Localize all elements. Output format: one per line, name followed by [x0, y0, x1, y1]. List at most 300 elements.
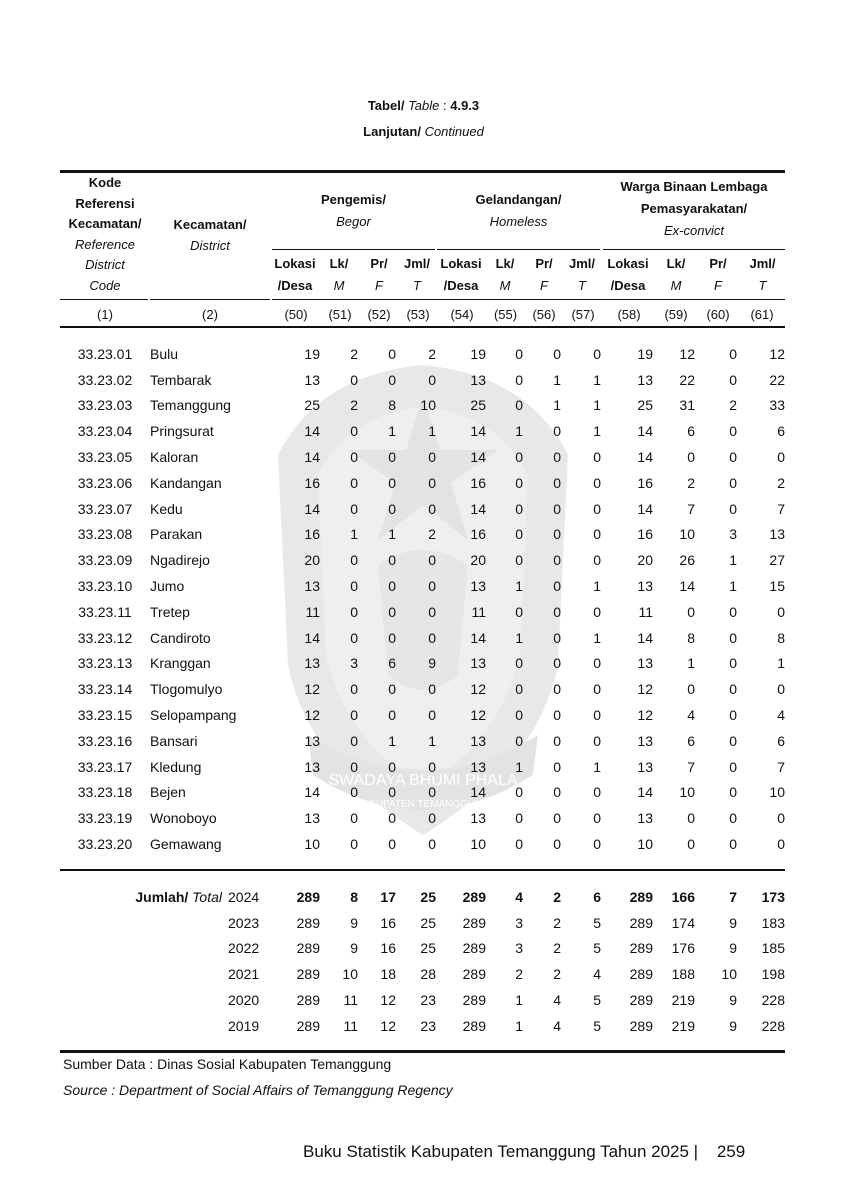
- value-cell: 0: [428, 371, 436, 388]
- value-cell: 0: [515, 784, 523, 801]
- value-cell: 0: [515, 474, 523, 491]
- source-en: Source : Department of Social Affairs of Temanggung Regency: [63, 1082, 453, 1098]
- total-value-cell: 4: [553, 1017, 561, 1034]
- colnum-58: (58): [617, 307, 641, 322]
- total-row: [60, 910, 785, 936]
- value-cell: 0: [428, 474, 436, 491]
- colnum-1: (1): [97, 307, 113, 322]
- totals-table: [60, 884, 785, 1039]
- value-cell: 0: [593, 449, 601, 466]
- district-code: 33.23.12: [77, 629, 133, 646]
- district-name: Gemawang: [150, 836, 222, 853]
- value-cell: 13: [470, 758, 486, 775]
- value-cell: 0: [729, 836, 737, 853]
- total-value-cell: 17: [380, 888, 396, 905]
- value-cell: 0: [388, 707, 396, 724]
- total-value-cell: 16: [380, 940, 396, 957]
- value-cell: 31: [679, 397, 695, 414]
- total-value-cell: 228: [761, 1017, 785, 1034]
- subheader-lk-3: Lk/ M: [666, 256, 686, 293]
- value-cell: 0: [593, 500, 601, 517]
- value-cell: 6: [687, 423, 695, 440]
- value-cell: 4: [777, 707, 785, 724]
- value-cell: 25: [304, 397, 320, 414]
- value-cell: 0: [729, 810, 737, 827]
- value-cell: 14: [637, 629, 653, 646]
- value-cell: 0: [350, 474, 358, 491]
- total-label-empty: [60, 1013, 228, 1039]
- value-cell: 12: [304, 681, 320, 698]
- header-code: Kode Referensi Kecamatan/ Reference District Code: [68, 175, 142, 293]
- value-cell: 1: [777, 655, 785, 672]
- group-rule-3: [603, 249, 785, 250]
- value-cell: 0: [515, 603, 523, 620]
- value-cell: 13: [769, 526, 785, 543]
- value-cell: 0: [428, 707, 436, 724]
- table-row: [60, 754, 785, 780]
- value-cell: 14: [304, 629, 320, 646]
- total-value-cell: 289: [462, 992, 486, 1009]
- total-row: [60, 961, 785, 987]
- total-value-cell: 1: [515, 1017, 523, 1034]
- total-value-cell: 10: [342, 966, 358, 983]
- total-value-cell: 289: [629, 940, 653, 957]
- district-code: 33.23.07: [77, 500, 133, 517]
- total-value-cell: 2: [515, 966, 523, 983]
- district-code: 33.23.14: [77, 681, 133, 698]
- value-cell: 4: [687, 707, 695, 724]
- value-cell: 2: [687, 474, 695, 491]
- district-code: 33.23.17: [77, 758, 133, 775]
- value-cell: 25: [470, 397, 486, 414]
- value-cell: 0: [428, 784, 436, 801]
- value-cell: 3: [350, 655, 358, 672]
- value-cell: 0: [553, 732, 561, 749]
- value-cell: 0: [515, 449, 523, 466]
- value-cell: 12: [679, 345, 695, 362]
- total-value-cell: 198: [761, 966, 785, 983]
- value-cell: 10: [679, 526, 695, 543]
- value-cell: 14: [304, 449, 320, 466]
- district-name: Pringsurat: [150, 423, 214, 440]
- total-value-cell: 2: [553, 966, 561, 983]
- value-cell: 8: [777, 629, 785, 646]
- value-cell: 0: [729, 449, 737, 466]
- total-value-cell: 8: [350, 888, 358, 905]
- value-cell: 10: [679, 784, 695, 801]
- page-footer: [303, 1142, 745, 1162]
- subheader-lokasi-1: Lokasi /Desa: [274, 256, 316, 293]
- total-value-cell: 219: [671, 992, 695, 1009]
- value-cell: 12: [637, 707, 653, 724]
- value-cell: 0: [350, 784, 358, 801]
- value-cell: 1: [593, 629, 601, 646]
- value-cell: 14: [637, 449, 653, 466]
- table-row: [60, 444, 785, 470]
- value-cell: 0: [388, 758, 396, 775]
- footer-book-title: Buku Statistik Kabupaten Temanggung Tahun 2025 |: [303, 1142, 699, 1161]
- value-cell: 0: [388, 578, 396, 595]
- total-value-cell: 12: [380, 1017, 396, 1034]
- value-cell: 1: [388, 526, 396, 543]
- subheader-pr-1: Pr/ F: [370, 256, 388, 293]
- district-name: Kaloran: [150, 449, 199, 466]
- total-value-cell: 6: [593, 888, 601, 905]
- value-cell: 0: [593, 732, 601, 749]
- table-row: [60, 651, 785, 677]
- value-cell: 13: [637, 371, 653, 388]
- total-value-cell: 23: [420, 1017, 436, 1034]
- district-name: Temanggung: [150, 397, 231, 414]
- value-cell: 0: [593, 552, 601, 569]
- total-row: [60, 1013, 785, 1039]
- value-cell: 0: [515, 397, 523, 414]
- value-cell: 0: [428, 836, 436, 853]
- district-name: Jumo: [150, 578, 185, 595]
- value-cell: 13: [304, 655, 320, 672]
- value-cell: 0: [777, 810, 785, 827]
- value-cell: 0: [729, 707, 737, 724]
- value-cell: 1: [515, 629, 523, 646]
- total-value-cell: 289: [296, 966, 320, 983]
- value-cell: 13: [470, 371, 486, 388]
- value-cell: 0: [553, 474, 561, 491]
- value-cell: 11: [638, 603, 653, 620]
- value-cell: 13: [637, 578, 653, 595]
- value-cell: 14: [679, 578, 695, 595]
- value-cell: 0: [388, 500, 396, 517]
- total-value-cell: 2: [553, 888, 561, 905]
- district-name: Bansari: [150, 732, 198, 749]
- district-code: 33.23.15: [77, 707, 133, 724]
- value-cell: 14: [470, 629, 486, 646]
- value-cell: 6: [687, 732, 695, 749]
- total-year: 2022: [228, 940, 260, 957]
- subheader-lk-2: Lk/ M: [495, 256, 515, 293]
- total-value-cell: 176: [671, 940, 695, 957]
- value-cell: 6: [777, 732, 785, 749]
- value-cell: 19: [470, 345, 486, 362]
- total-value-cell: 289: [462, 888, 486, 905]
- value-cell: 0: [388, 603, 396, 620]
- value-cell: 0: [388, 449, 396, 466]
- bottom-rule: [60, 1050, 785, 1053]
- value-cell: 0: [388, 836, 396, 853]
- value-cell: 0: [553, 578, 561, 595]
- total-value-cell: 25: [420, 888, 436, 905]
- total-value-cell: 12: [380, 992, 396, 1009]
- total-value-cell: 5: [593, 940, 601, 957]
- code-rule: [60, 299, 148, 300]
- value-cell: 9: [428, 655, 436, 672]
- value-cell: 13: [470, 732, 486, 749]
- value-cell: 13: [304, 732, 320, 749]
- value-cell: 13: [304, 758, 320, 775]
- total-value-cell: 289: [629, 888, 653, 905]
- value-cell: 0: [428, 449, 436, 466]
- colnum-53: (53): [406, 307, 430, 322]
- total-label-empty: [60, 961, 228, 987]
- value-cell: 1: [388, 732, 396, 749]
- value-cell: 0: [553, 449, 561, 466]
- subheader-lk-1: Lk/ M: [329, 256, 349, 293]
- total-value-cell: 2: [553, 914, 561, 931]
- value-cell: 14: [304, 500, 320, 517]
- district-name: Tretep: [150, 603, 190, 620]
- value-cell: 0: [350, 732, 358, 749]
- value-cell: 0: [777, 449, 785, 466]
- total-year: 2019: [228, 1017, 260, 1034]
- district-code: 33.23.11: [78, 603, 132, 620]
- total-label-empty: [60, 910, 228, 936]
- value-cell: 1: [428, 423, 436, 440]
- colnum-60: (60): [706, 307, 730, 322]
- district-name: Bulu: [150, 345, 179, 362]
- value-cell: 16: [470, 526, 486, 543]
- total-value-cell: 18: [380, 966, 396, 983]
- header-group-exconvict: Warga Binaan Lembaga Pemasyarakatan/ Ex-convict: [620, 179, 768, 238]
- value-cell: 12: [304, 707, 320, 724]
- table-row: [60, 496, 785, 522]
- value-cell: 0: [553, 603, 561, 620]
- total-value-cell: 7: [729, 888, 737, 905]
- value-cell: 12: [769, 345, 785, 362]
- value-cell: 0: [515, 500, 523, 517]
- value-cell: 19: [304, 345, 320, 362]
- subheader-jml-1: Jml/ T: [403, 256, 430, 293]
- value-cell: 0: [428, 552, 436, 569]
- value-cell: 33: [769, 397, 785, 414]
- value-cell: 3: [729, 526, 737, 543]
- value-cell: 16: [304, 474, 320, 491]
- district-code: 33.23.19: [77, 810, 133, 827]
- value-cell: 0: [687, 810, 695, 827]
- total-value-cell: 183: [761, 914, 785, 931]
- group-rule-2: [437, 249, 600, 250]
- table-row: [60, 522, 785, 548]
- district-code: 33.23.05: [77, 449, 133, 466]
- value-cell: 6: [777, 423, 785, 440]
- value-cell: 1: [729, 578, 737, 595]
- total-year: 2021: [228, 966, 260, 983]
- value-cell: 0: [388, 784, 396, 801]
- value-cell: 0: [515, 681, 523, 698]
- value-cell: 0: [515, 732, 523, 749]
- value-cell: 1: [553, 371, 561, 388]
- district-name: Tembarak: [150, 371, 212, 388]
- value-cell: 14: [304, 423, 320, 440]
- total-value-cell: 3: [515, 914, 523, 931]
- value-cell: 0: [428, 629, 436, 646]
- value-cell: 0: [350, 758, 358, 775]
- value-cell: 0: [553, 526, 561, 543]
- value-cell: 13: [637, 758, 653, 775]
- value-cell: 20: [304, 552, 320, 569]
- district-code: 33.23.09: [77, 552, 133, 569]
- total-value-cell: 5: [593, 992, 601, 1009]
- value-cell: 0: [350, 681, 358, 698]
- value-cell: 22: [769, 371, 785, 388]
- value-cell: 13: [304, 578, 320, 595]
- value-cell: 0: [729, 732, 737, 749]
- value-cell: 13: [304, 810, 320, 827]
- table-row: [60, 625, 785, 651]
- total-value-cell: 16: [380, 914, 396, 931]
- value-cell: 7: [777, 500, 785, 517]
- value-cell: 1: [350, 526, 358, 543]
- total-value-cell: 10: [721, 966, 737, 983]
- value-cell: 0: [428, 810, 436, 827]
- value-cell: 7: [687, 758, 695, 775]
- total-value-cell: 9: [729, 940, 737, 957]
- value-cell: 1: [553, 397, 561, 414]
- total-label-empty: [60, 987, 228, 1013]
- total-value-cell: 173: [761, 888, 785, 905]
- subheader-pr-3: Pr/ F: [709, 256, 727, 293]
- value-cell: 12: [637, 681, 653, 698]
- total-value-cell: 289: [296, 940, 320, 957]
- subheader-lokasi-2: Lokasi /Desa: [440, 256, 482, 293]
- district-name: Selopampang: [150, 707, 237, 724]
- value-cell: 11: [305, 603, 320, 620]
- total-value-cell: 289: [296, 1017, 320, 1034]
- total-value-cell: 9: [729, 914, 737, 931]
- value-cell: 0: [553, 629, 561, 646]
- total-row: [60, 936, 785, 962]
- total-value-cell: 11: [343, 1017, 358, 1034]
- value-cell: 14: [470, 500, 486, 517]
- value-cell: 7: [777, 758, 785, 775]
- table-title: Tabel/ Table : 4.9.3: [367, 98, 480, 113]
- value-cell: 0: [553, 345, 561, 362]
- total-row: [60, 987, 785, 1013]
- value-cell: 0: [687, 836, 695, 853]
- value-cell: 12: [470, 707, 486, 724]
- value-cell: 15: [769, 578, 785, 595]
- district-name: Candiroto: [150, 629, 211, 646]
- value-cell: 0: [515, 345, 523, 362]
- value-cell: 0: [388, 629, 396, 646]
- header-group-homeless: Gelandangan/ Homeless: [475, 192, 562, 229]
- table-row: [60, 780, 785, 806]
- value-cell: 0: [428, 758, 436, 775]
- value-cell: 0: [729, 655, 737, 672]
- value-cell: 0: [729, 758, 737, 775]
- value-cell: 0: [729, 423, 737, 440]
- district-code: 33.23.02: [77, 371, 133, 388]
- total-value-cell: 4: [593, 966, 601, 983]
- total-value-cell: 4: [515, 888, 523, 905]
- colnum-59: (59): [664, 307, 688, 322]
- value-cell: 0: [350, 836, 358, 853]
- total-value-cell: 9: [729, 992, 737, 1009]
- value-cell: 14: [470, 784, 486, 801]
- subheader-jml-3: Jml/ T: [749, 256, 776, 293]
- colnum-56: (56): [532, 307, 556, 322]
- district-name: Bejen: [150, 784, 186, 801]
- total-value-cell: 289: [629, 1017, 653, 1034]
- value-cell: 0: [553, 681, 561, 698]
- value-cell: 0: [553, 810, 561, 827]
- table-row: [60, 831, 785, 857]
- value-cell: 0: [593, 707, 601, 724]
- total-value-cell: 289: [629, 992, 653, 1009]
- value-cell: 0: [729, 603, 737, 620]
- value-cell: 14: [470, 423, 486, 440]
- value-cell: 0: [350, 552, 358, 569]
- value-cell: 0: [388, 474, 396, 491]
- value-cell: 27: [769, 552, 785, 569]
- value-cell: 0: [729, 681, 737, 698]
- total-year: 2020: [228, 992, 260, 1009]
- value-cell: 0: [687, 449, 695, 466]
- value-cell: 0: [553, 758, 561, 775]
- value-cell: 11: [471, 603, 486, 620]
- total-rule: [60, 869, 785, 871]
- district-code: 33.23.03: [77, 397, 133, 414]
- value-cell: 1: [593, 423, 601, 440]
- value-cell: 0: [388, 371, 396, 388]
- value-cell: 16: [470, 474, 486, 491]
- value-cell: 2: [729, 397, 737, 414]
- page-number: 259: [716, 1142, 746, 1161]
- total-value-cell: 9: [350, 940, 358, 957]
- total-value-cell: 25: [420, 940, 436, 957]
- value-cell: 0: [350, 578, 358, 595]
- value-cell: 14: [637, 500, 653, 517]
- total-value-cell: 5: [593, 1017, 601, 1034]
- value-cell: 0: [777, 603, 785, 620]
- value-cell: 0: [729, 500, 737, 517]
- district-name: Wonoboyo: [150, 810, 217, 827]
- header-group-beggar: Pengemis/ Begor: [320, 192, 387, 229]
- value-cell: 0: [515, 371, 523, 388]
- district-code: 33.23.20: [77, 836, 133, 853]
- value-cell: 0: [777, 836, 785, 853]
- subheader-jml-2: Jml/ T: [568, 256, 595, 293]
- value-cell: 0: [350, 423, 358, 440]
- total-value-cell: 3: [515, 940, 523, 957]
- colnum-55: (55): [493, 307, 518, 322]
- numbers-rule: [60, 326, 785, 328]
- total-value-cell: 174: [671, 914, 695, 931]
- total-value-cell: 185: [761, 940, 785, 957]
- value-cell: 1: [729, 552, 737, 569]
- value-cell: 13: [304, 371, 320, 388]
- value-cell: 0: [729, 345, 737, 362]
- value-cell: 0: [350, 707, 358, 724]
- value-cell: 0: [388, 681, 396, 698]
- colnum-2: (2): [202, 307, 218, 322]
- value-cell: 0: [515, 707, 523, 724]
- district-code: 33.23.01: [77, 345, 133, 362]
- value-cell: 1: [515, 578, 523, 595]
- total-label: Jumlah/ Total: [135, 888, 222, 905]
- value-cell: 16: [304, 526, 320, 543]
- total-value-cell: 289: [462, 940, 486, 957]
- value-cell: 0: [350, 629, 358, 646]
- value-cell: 0: [729, 474, 737, 491]
- value-cell: 0: [350, 603, 358, 620]
- total-value-cell: 289: [296, 914, 320, 931]
- subheader-pr-2: Pr/ F: [535, 256, 553, 293]
- table-row: [60, 573, 785, 599]
- value-cell: 0: [593, 784, 601, 801]
- district-table: [60, 341, 785, 857]
- value-cell: 0: [515, 836, 523, 853]
- value-cell: 2: [428, 345, 436, 362]
- watermark-region: KABUPATEN TEMANGGUNG: [355, 799, 491, 810]
